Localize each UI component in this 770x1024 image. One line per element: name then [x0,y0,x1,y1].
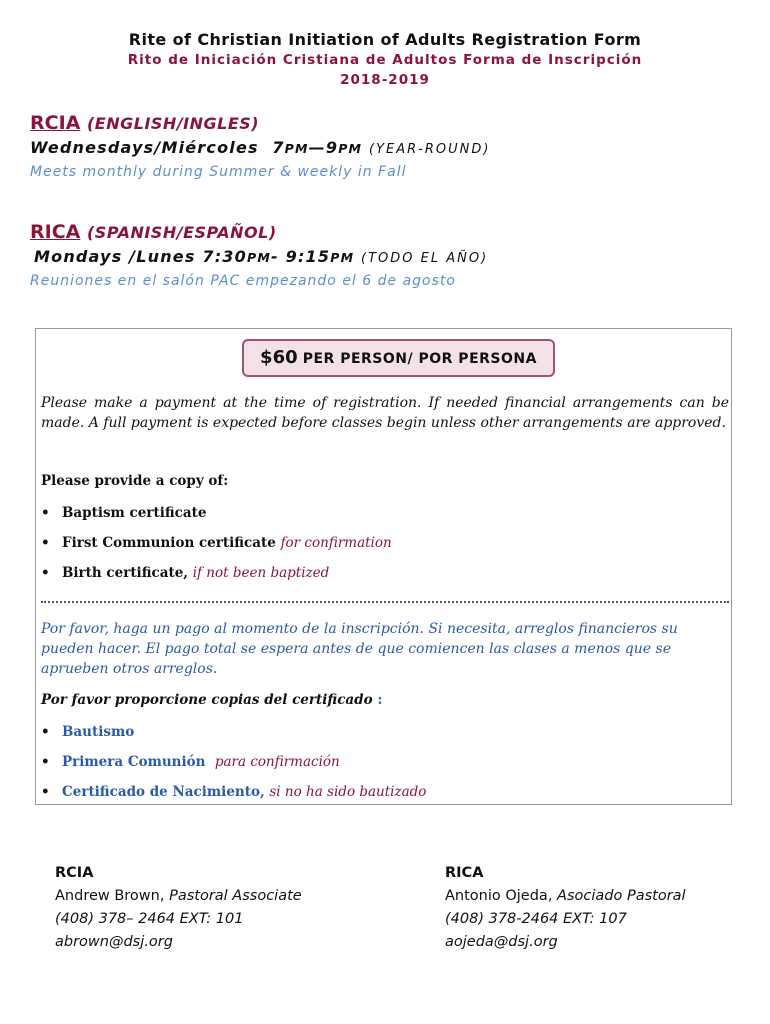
bullet-icon: • [41,724,50,740]
payment-instructions-es: Por favor, haga un pago al momento de la inscripción. Si necesita, arreglos financieros su pueden hacer. El pago total se espera antes de que comiencen las clases a menos que se aprueben otros arreglos. [41,621,678,677]
contact-program: RICA [445,865,484,881]
contact-program: RCIA [55,865,94,881]
document-note: para confirmación [214,754,340,770]
list-item [41,782,426,812]
rica-ampm-2: PM [330,250,355,265]
rica-period: (TODO EL AÑO) [361,251,489,266]
form-header [0,30,770,90]
rcia-contact [55,862,302,954]
rica-ampm-1: PM [246,250,271,265]
document-label: First Communion certificate [62,535,276,551]
form-subtitle: Rito de Iniciación Cristiana de Adultos Forma de Inscripción [127,52,643,68]
contact-email[interactable]: abrown@dsj.org [55,934,173,950]
contact-phone: (408) 378-2464 EXT: 107 [445,911,627,927]
list-item [41,563,392,593]
contact-email[interactable]: aojeda@dsj.org [445,934,558,950]
contact-phone: (408) 378– 2464 EXT: 101 [55,911,244,927]
bullet-icon: • [41,565,50,581]
document-label: Primera Comunión [62,754,206,770]
provide-copy-label-es [41,692,382,708]
bullet-icon: • [41,784,50,800]
form-year: 2018-2019 [340,72,430,88]
rica-dash: - [271,247,286,266]
rica-schedule [30,245,488,271]
contact-name: Andrew Brown, [55,888,165,904]
rcia-period: (YEAR-ROUND) [368,142,491,157]
rica-heading [30,220,488,245]
provide-label-colon: : [377,692,383,708]
rica-section [30,220,488,291]
document-label: Birth certificate, [62,565,188,581]
rcia-ampm-2: PM [338,141,363,156]
contact-role: Asociado Pastoral [557,888,686,904]
dotted-divider [41,601,729,603]
document-note: si no ha sido bautizado [269,784,427,800]
rica-end: 9:15 [285,247,331,266]
rcia-ampm-1: PM [284,141,309,156]
rcia-dash: — [308,138,326,157]
document-label: Baptism certificate [62,505,207,521]
list-item [41,503,392,533]
fee-badge [242,339,555,377]
document-label: Certificado de Nacimiento, [62,784,265,800]
rica-name: RICA [30,221,81,243]
payment-instructions-en: Please make a payment at the time of registration. If needed financial arrangements can be made. A full payment is expected before classes begin unless other arrangements are approved. [41,395,729,431]
document-label: Bautismo [62,724,135,740]
form-title: Rite of Christian Initiation of Adults Registration Form [128,30,642,49]
provide-label-text: Por favor proporcione copias del certificado [41,692,373,708]
required-documents-es [41,722,426,812]
provide-copy-label-en: Please provide a copy of: [41,473,229,489]
bullet-icon: • [41,754,50,770]
contact-role: Pastoral Associate [169,888,302,904]
registration-info-box [35,328,732,805]
rcia-start: 7 [272,138,285,157]
rica-note: Reuniones en el salón PAC empezando el 6 de agosto [30,273,456,289]
rcia-schedule [30,136,490,162]
rica-start: 7:30 [202,247,247,266]
rcia-language: (ENGLISH/INGLES) [86,114,260,133]
contact-name: Antonio Ojeda, [445,888,553,904]
contact-name-line [55,885,302,908]
list-item [41,533,392,563]
rica-contact [445,862,686,954]
document-note: if not been baptized [192,565,330,581]
rcia-note: Meets monthly during Summer & weekly in Fall [30,164,407,180]
rcia-section [30,111,490,182]
list-item [41,722,426,752]
document-note: for confirmation [280,535,392,551]
required-documents-en [41,503,392,593]
rcia-days: Wednesdays/Miércoles [30,138,259,157]
bullet-icon: • [41,505,50,521]
fee-per-person: PER PERSON/ POR PERSONA [302,351,537,367]
rcia-end: 9 [325,138,339,157]
rica-days: Mondays /Lunes [34,247,196,266]
contact-name-line [445,885,686,908]
rica-language: (SPANISH/ESPAÑOL) [86,223,277,242]
bullet-icon: • [41,535,50,551]
rcia-heading [30,111,490,136]
list-item [41,752,426,782]
rcia-name: RCIA [30,112,81,134]
fee-amount: $60 [260,347,298,368]
